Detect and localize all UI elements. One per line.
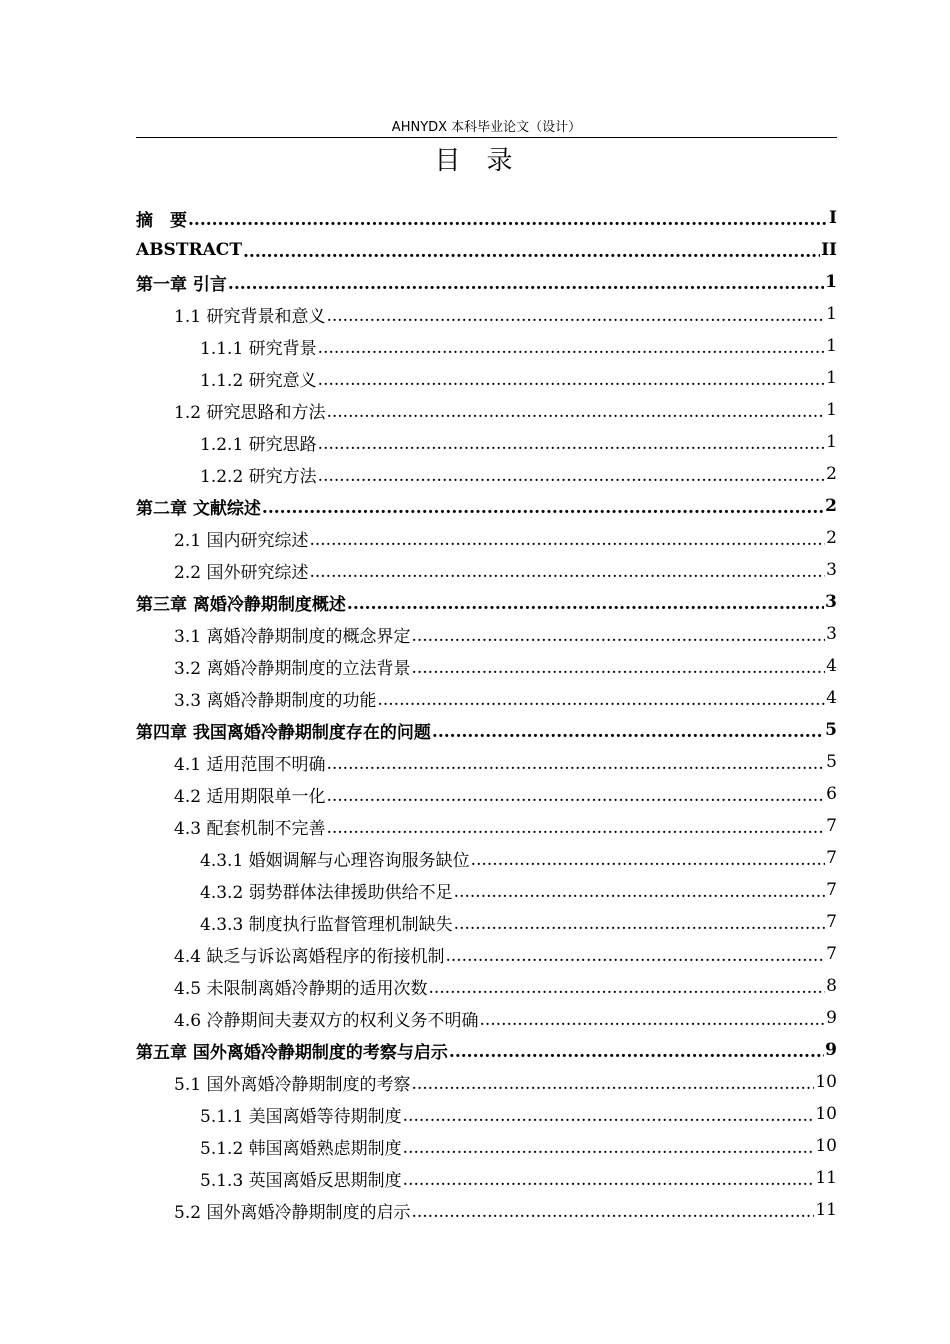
toc-leader-dots <box>318 370 826 390</box>
toc-leader-dots <box>326 402 825 422</box>
toc-leader-dots <box>403 1138 815 1158</box>
toc-entry-label: 4.3.2 弱势群体法律援助供给不足 <box>200 882 453 903</box>
toc-leader-dots <box>318 434 826 454</box>
toc-entry-page: 1 <box>825 272 837 292</box>
toc-leader-dots <box>243 242 820 262</box>
toc-leader-dots <box>428 978 825 998</box>
toc-entry-page: 11 <box>815 1200 837 1220</box>
toc-leader-dots <box>318 338 826 358</box>
toc-entry-page: 1 <box>826 400 837 420</box>
toc-entry[interactable] <box>136 939 837 969</box>
toc-entry-page: 1 <box>826 336 837 356</box>
toc-entry-label: 4.4 缺乏与诉讼离婚程序的衔接机制 <box>174 946 445 967</box>
toc-entry-page: 10 <box>815 1136 837 1156</box>
toc-entry-page: 9 <box>825 1040 837 1060</box>
toc-entry[interactable] <box>136 523 837 553</box>
toc-title: 目录 <box>434 146 539 176</box>
toc-leader-dots <box>326 306 825 326</box>
toc-entry-label: 5.2 国外离婚冷静期制度的启示 <box>174 1202 411 1223</box>
toc-entry-page: 2 <box>826 528 837 548</box>
toc-entry[interactable] <box>136 811 837 841</box>
toc-entry-page: 3 <box>826 560 837 580</box>
toc-entry[interactable] <box>136 779 837 809</box>
toc-entry-page: 7 <box>826 944 837 964</box>
toc-leader-dots <box>188 210 828 230</box>
toc-entry[interactable] <box>136 235 837 265</box>
toc-entry-page: 3 <box>825 592 837 612</box>
toc-entry-label: 3.2 离婚冷静期制度的立法背景 <box>174 658 411 679</box>
toc-entry-page: 7 <box>826 848 837 868</box>
toc-entry[interactable] <box>136 1195 837 1225</box>
toc-entry-label: 摘 要 <box>136 210 187 231</box>
toc-entry-label: 4.1 适用范围不明确 <box>174 754 326 775</box>
toc-entry-page: 10 <box>815 1104 837 1124</box>
toc-entry-page: 9 <box>826 1008 837 1028</box>
toc-entry-label: 1.1.1 研究背景 <box>200 338 317 359</box>
toc-entry-label: 第三章 离婚冷静期制度概述 <box>136 594 346 615</box>
toc-leader-dots <box>449 1042 824 1062</box>
toc-entry[interactable] <box>136 619 837 649</box>
toc-leader-dots <box>318 466 826 486</box>
toc-entry-label: 第四章 我国离婚冷静期制度存在的问题 <box>136 722 431 743</box>
toc-entry-label: 1.1 研究背景和意义 <box>174 306 326 327</box>
toc-entry-label: 3.1 离婚冷静期制度的概念界定 <box>174 626 411 647</box>
toc-entry[interactable] <box>136 1067 837 1097</box>
toc-entry-label: 1.1.2 研究意义 <box>200 370 317 391</box>
toc-entry-label: 4.3.1 婚姻调解与心理咨询服务缺位 <box>200 850 470 871</box>
toc-entry-page: 7 <box>826 880 837 900</box>
toc-entry[interactable] <box>136 331 837 361</box>
toc-entry-label: ABSTRACT <box>136 240 242 260</box>
toc-entry-label: 5.1.3 英国离婚反思期制度 <box>200 1170 402 1191</box>
toc-entry-label: 第一章 引言 <box>136 274 227 295</box>
toc-entry[interactable] <box>136 1131 837 1161</box>
toc-leader-dots <box>403 1106 815 1126</box>
toc-leader-dots <box>411 1202 814 1222</box>
toc-entry[interactable] <box>136 651 837 681</box>
toc-entry-label: 第二章 文献综述 <box>136 498 261 519</box>
toc-entry-page: 1 <box>826 368 837 388</box>
toc-entry-page: II <box>821 240 837 260</box>
toc-entry-page: 8 <box>826 976 837 996</box>
toc-leader-dots <box>309 530 825 550</box>
toc-entry[interactable] <box>136 491 837 521</box>
toc-entry-page: 5 <box>825 720 837 740</box>
header-rule <box>136 137 837 138</box>
toc-entry-label: 第五章 国外离婚冷静期制度的考察与启示 <box>136 1042 448 1063</box>
toc-entry-page: 4 <box>826 656 837 676</box>
toc-entry[interactable] <box>136 1099 837 1129</box>
toc-entry[interactable] <box>136 267 837 297</box>
toc-entry-label: 4.3 配套机制不完善 <box>174 818 326 839</box>
page-header: AHNYDX 本科毕业论文（设计） <box>391 120 582 135</box>
toc-entry[interactable] <box>136 1163 837 1193</box>
toc-entry[interactable] <box>136 747 837 777</box>
toc-leader-dots <box>411 1074 814 1094</box>
toc-leader-dots <box>471 850 826 870</box>
toc-leader-dots <box>377 690 825 710</box>
toc-entry-label: 1.2 研究思路和方法 <box>174 402 326 423</box>
toc-entry[interactable] <box>136 363 837 393</box>
toc-entry-label: 5.1.2 韩国离婚熟虑期制度 <box>200 1138 402 1159</box>
toc-entry-page: 3 <box>826 624 837 644</box>
toc-leader-dots <box>432 722 824 742</box>
toc-entry-page: 5 <box>826 752 837 772</box>
toc-entry[interactable] <box>136 299 837 329</box>
toc-leader-dots <box>403 1170 815 1190</box>
toc-entry[interactable] <box>136 395 837 425</box>
toc-leader-dots <box>454 882 826 902</box>
toc-entry[interactable] <box>136 907 837 937</box>
toc-entry[interactable] <box>136 843 837 873</box>
toc-entry[interactable] <box>136 1003 837 1033</box>
toc-entry[interactable] <box>136 715 837 745</box>
toc-leader-dots <box>228 274 824 294</box>
toc-entry-label: 4.5 未限制离婚冷静期的适用次数 <box>174 978 428 999</box>
toc-leader-dots <box>262 498 824 518</box>
toc-entry-page: 1 <box>826 304 837 324</box>
toc-entry[interactable] <box>136 555 837 585</box>
toc-entry[interactable] <box>136 683 837 713</box>
toc-entry-page: 4 <box>826 688 837 708</box>
toc-entry-page: 2 <box>826 464 837 484</box>
toc-entry-page: 10 <box>815 1072 837 1092</box>
toc-leader-dots <box>326 818 825 838</box>
toc-entry-page: 1 <box>826 432 837 452</box>
toc-entry-label: 4.3.3 制度执行监督管理机制缺失 <box>200 914 453 935</box>
toc-entry-label: 5.1 国外离婚冷静期制度的考察 <box>174 1074 411 1095</box>
toc-leader-dots <box>454 914 826 934</box>
toc-entry[interactable] <box>136 971 837 1001</box>
toc-entry-label: 4.2 适用期限单一化 <box>174 786 326 807</box>
toc-entry-label: 2.1 国内研究综述 <box>174 530 309 551</box>
toc-entry[interactable] <box>136 875 837 905</box>
toc-entry-page: 11 <box>815 1168 837 1188</box>
toc-entry-label: 3.3 离婚冷静期制度的功能 <box>174 690 377 711</box>
toc-leader-dots <box>326 754 825 774</box>
toc-leader-dots <box>347 594 824 614</box>
toc-entry[interactable] <box>136 427 837 457</box>
toc-entry[interactable] <box>136 203 837 233</box>
toc-entry-label: 2.2 国外研究综述 <box>174 562 309 583</box>
toc-entry-label: 4.6 冷静期间夫妻双方的权利义务不明确 <box>174 1010 479 1031</box>
toc-entry-page: 6 <box>826 784 837 804</box>
toc-entry-page: 7 <box>826 816 837 836</box>
toc-leader-dots <box>479 1010 825 1030</box>
toc-leader-dots <box>309 562 825 582</box>
toc-entry[interactable] <box>136 459 837 489</box>
toc-entry-page: 2 <box>825 496 837 516</box>
toc-leader-dots <box>326 786 825 806</box>
toc-entry-page: 7 <box>826 912 837 932</box>
toc-entry-label: 5.1.1 美国离婚等待期制度 <box>200 1106 402 1127</box>
toc-leader-dots <box>445 946 825 966</box>
toc-entry[interactable] <box>136 587 837 617</box>
toc-leader-dots <box>411 658 825 678</box>
toc-leader-dots <box>411 626 825 646</box>
toc-entry-page: I <box>829 208 837 228</box>
toc-entry-label: 1.2.1 研究思路 <box>200 434 317 455</box>
toc-entry[interactable] <box>136 1035 837 1065</box>
toc-entry-label: 1.2.2 研究方法 <box>200 466 317 487</box>
